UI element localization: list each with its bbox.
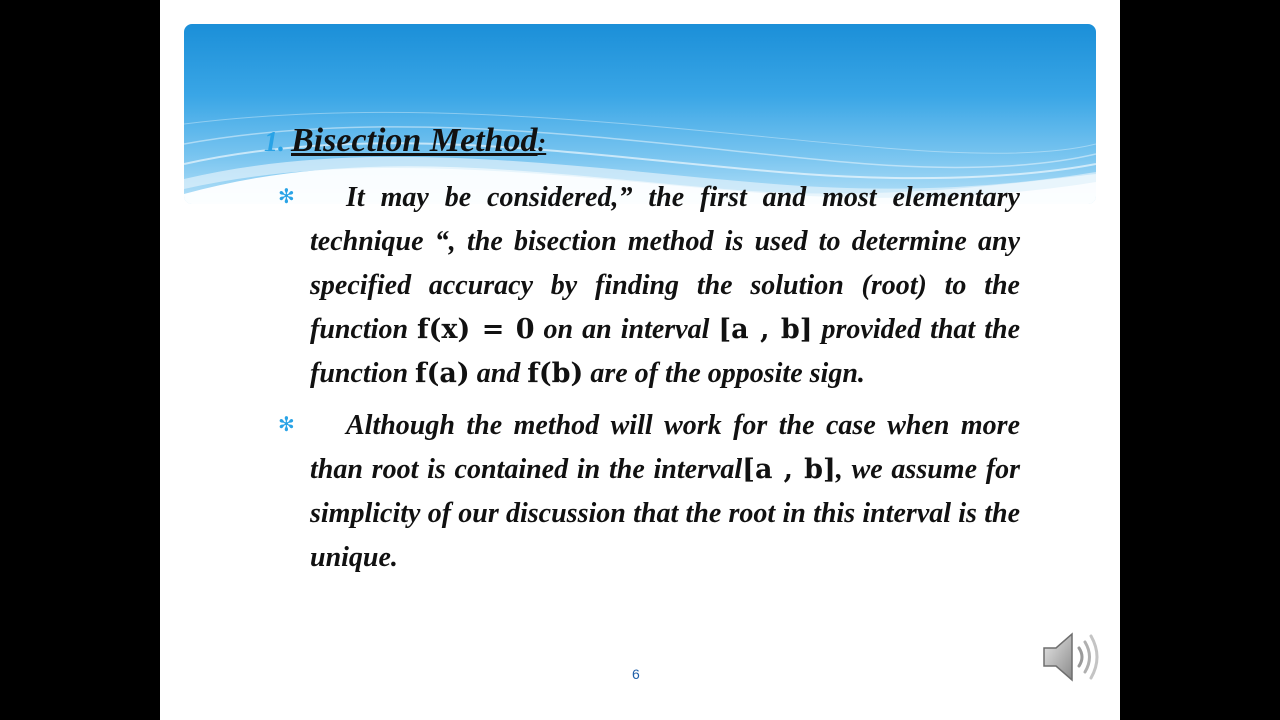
bullet-text-2 bbox=[310, 404, 1020, 580]
title-text: Bisection Method bbox=[291, 122, 538, 159]
title-colon: : bbox=[537, 128, 547, 157]
speaker-icon[interactable] bbox=[1038, 624, 1104, 690]
asterisk-bullet-icon: ✻ bbox=[278, 184, 295, 208]
bullet-1-segment-4: and bbox=[469, 358, 528, 389]
math-fb: f(b) bbox=[527, 358, 584, 389]
page-number: 6 bbox=[632, 666, 640, 682]
math-equation: f(x) = 0 bbox=[417, 314, 535, 345]
bullet-2-segment-1: Although the method will work for the case when more than root is contained in the interval bbox=[310, 410, 1020, 485]
bullet-1-segment-3: provided that the function bbox=[310, 314, 1020, 389]
bullet-list bbox=[278, 176, 1020, 588]
title-number: 1. bbox=[264, 127, 285, 158]
bullet-1-segment-5: are of the opposite sign. bbox=[583, 358, 865, 389]
slide-title bbox=[264, 122, 546, 160]
bullet-item-1 bbox=[278, 176, 1020, 396]
bullet-1-segment-1: It may be considered,” the first and most elementary technique “, the bisection method is used to determine any specified accuracy by finding the solution (root) to the function bbox=[310, 182, 1020, 345]
bullet-item-2 bbox=[278, 404, 1020, 580]
bullet-1-segment-2: on an interval bbox=[534, 314, 719, 345]
math-interval: [a , b] bbox=[742, 454, 836, 485]
math-fa: f(a) bbox=[415, 358, 470, 389]
asterisk-bullet-icon: ✻ bbox=[278, 412, 295, 436]
math-interval: [a , b] bbox=[718, 314, 813, 345]
slide bbox=[160, 0, 1120, 720]
bullet-text-1 bbox=[310, 176, 1020, 396]
bullet-2-segment-2: , we assume for simplicity of our discussion that the root in this interval is the unique. bbox=[310, 454, 1020, 573]
